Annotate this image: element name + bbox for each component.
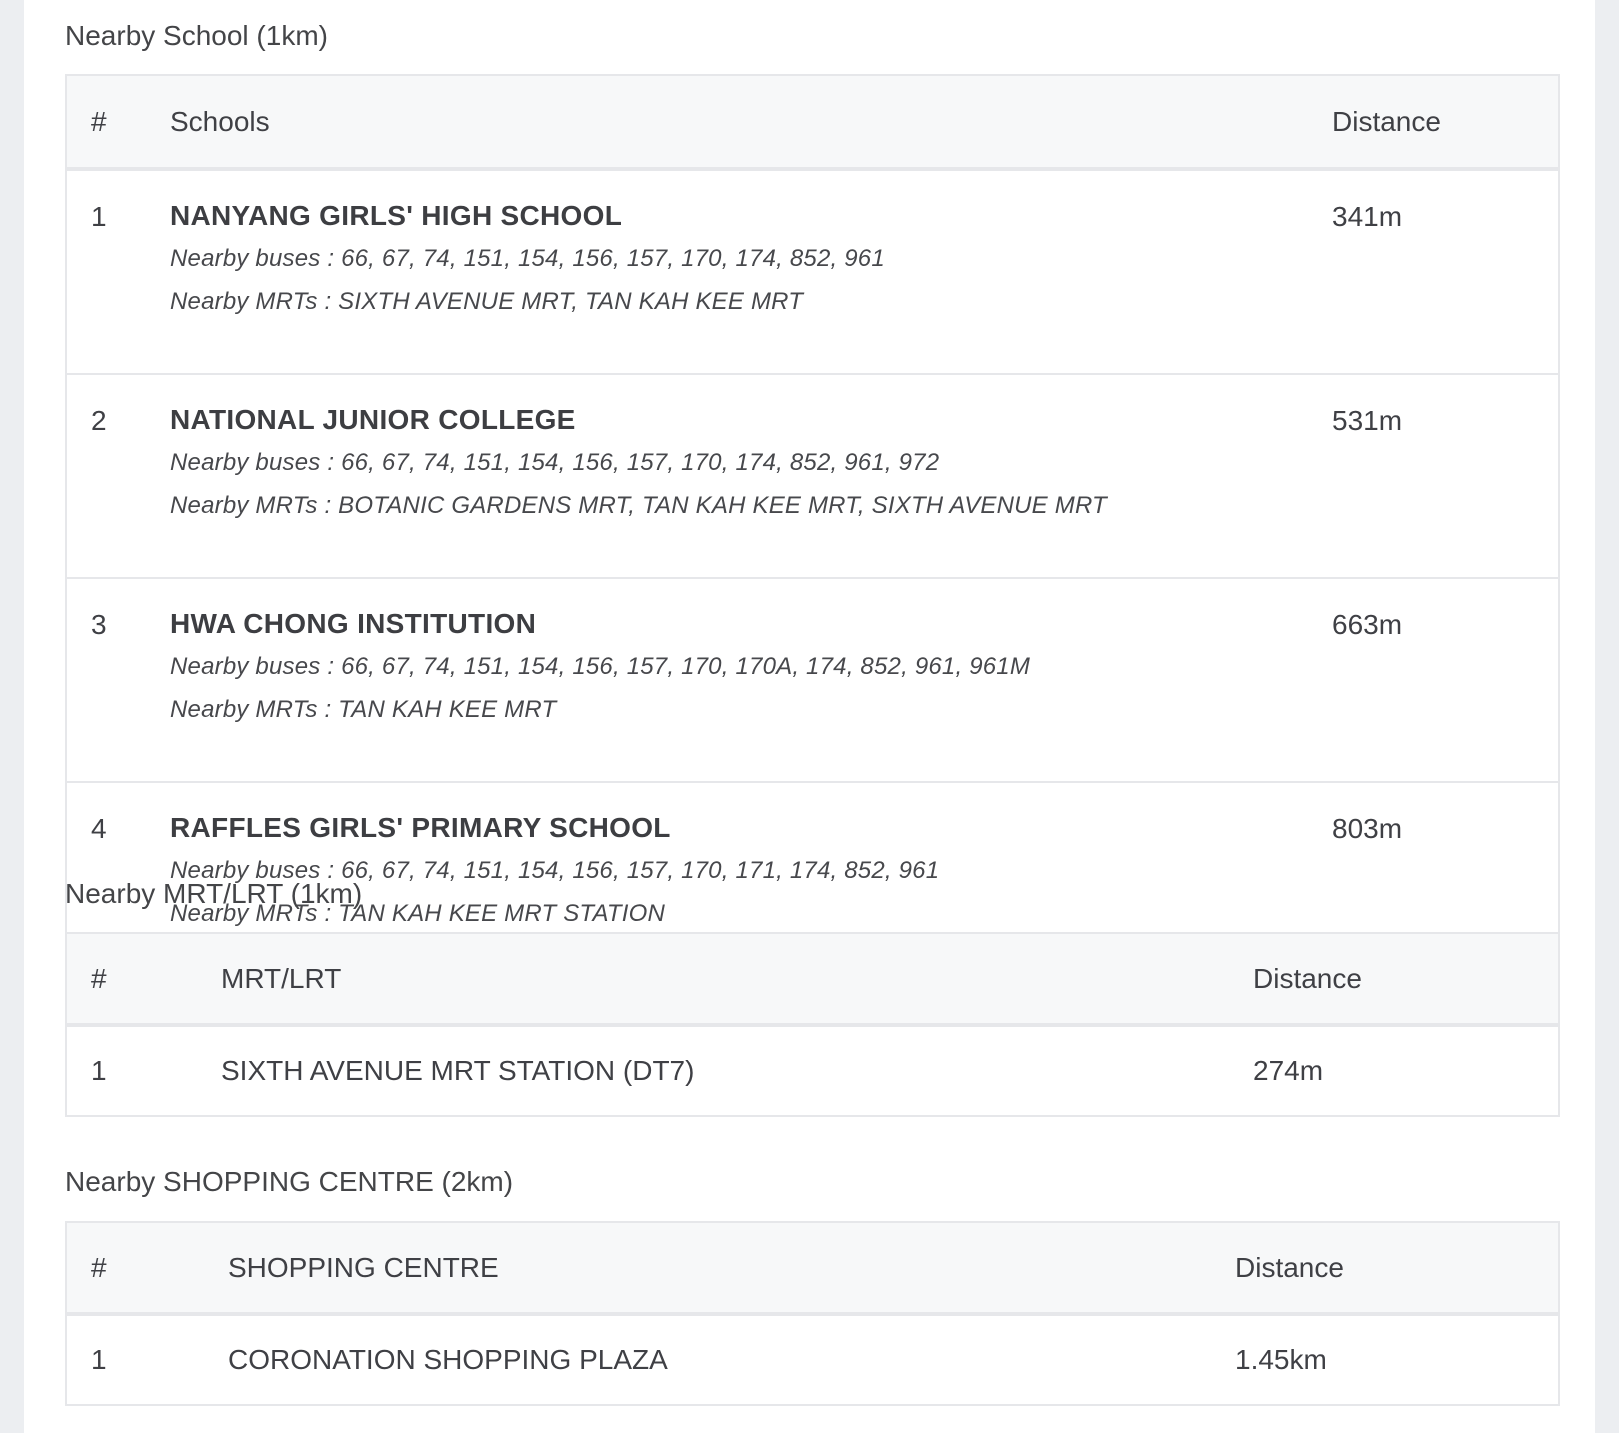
schools-table [65,74,1560,987]
row-distance: 274m [1253,1025,1559,1116]
header-distance: Distance [1235,1222,1559,1314]
school-buses: Nearby buses : 66, 67, 74, 151, 154, 156, 157, 170, 174, 852, 961 [170,245,885,272]
school-mrts: Nearby MRTs : SIXTH AVENUE MRT, TAN KAH KEE MRT [170,288,804,315]
mrt-table [65,932,1560,1117]
school-cell [170,578,1332,782]
school-mrts: Nearby MRTs : TAN KAH KEE MRT STATION [170,900,666,927]
school-name: RAFFLES GIRLS' PRIMARY SCHOOL [170,812,671,843]
row-num: 4 [66,782,170,986]
header-distance: Distance [1253,933,1559,1025]
row-shopping-name: CORONATION SHOPPING PLAZA [228,1314,1235,1405]
header-mrt-lrt: MRT/LRT [221,933,1253,1025]
row-num: 1 [66,169,170,374]
school-mrts: Nearby MRTs : TAN KAH KEE MRT [170,696,557,723]
table-row [66,1025,1559,1116]
row-mrt-name: SIXTH AVENUE MRT STATION (DT7) [221,1025,1253,1116]
school-name: NATIONAL JUNIOR COLLEGE [170,404,576,435]
school-buses: Nearby buses : 66, 67, 74, 151, 154, 156, 157, 170, 170A, 174, 852, 961, 961M [170,653,1031,680]
row-distance: 531m [1332,374,1559,578]
school-name: HWA CHONG INSTITUTION [170,608,537,639]
amenities-card [24,0,1595,1433]
header-num: # [66,75,170,169]
row-num: 3 [66,578,170,782]
row-distance: 341m [1332,169,1559,374]
row-distance: 663m [1332,578,1559,782]
table-row [66,578,1559,782]
row-num: 2 [66,374,170,578]
row-num: 1 [66,1314,228,1405]
mrt-header-row [66,933,1559,1025]
mrt-section-title: Nearby MRT/LRT (1km) [65,878,363,909]
header-shopping-centre: SHOPPING CENTRE [228,1222,1235,1314]
shopping-header-row [66,1222,1559,1314]
header-distance: Distance [1332,75,1559,169]
school-cell [170,169,1332,374]
school-mrts: Nearby MRTs : BOTANIC GARDENS MRT, TAN KAH KEE MRT, SIXTH AVENUE MRT [170,492,1107,519]
header-schools: Schools [170,75,1332,169]
schools-header-row [66,75,1559,169]
table-row [66,169,1559,374]
table-row [66,1314,1559,1405]
header-num: # [66,933,221,1025]
schools-section-title: Nearby School (1km) [65,20,328,51]
row-distance: 803m [1332,782,1559,986]
header-num: # [66,1222,228,1314]
shopping-table [65,1221,1560,1406]
school-buses: Nearby buses : 66, 67, 74, 151, 154, 156, 157, 170, 171, 174, 852, 961 [170,857,940,884]
school-name: NANYANG GIRLS' HIGH SCHOOL [170,200,623,231]
school-buses: Nearby buses : 66, 67, 74, 151, 154, 156, 157, 170, 174, 852, 961, 972 [170,449,940,476]
row-num: 1 [66,1025,221,1116]
school-cell [170,374,1332,578]
table-row [66,374,1559,578]
row-distance: 1.45km [1235,1314,1559,1405]
shopping-section-title: Nearby SHOPPING CENTRE (2km) [65,1166,514,1197]
